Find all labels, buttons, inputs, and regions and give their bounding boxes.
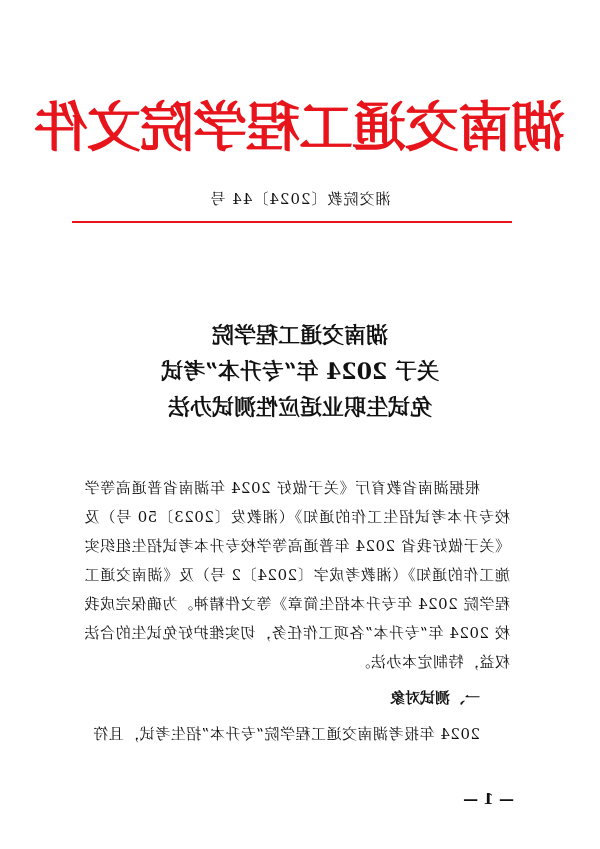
title-line-1: 湖南交通工程学院 [212, 323, 389, 349]
red-divider-line [72, 221, 512, 223]
masthead-title: 湖南交通工程学院文件 [35, 95, 565, 159]
document-title [0, 318, 600, 426]
title-line-3: 免试生职业适应性测试办法 [168, 395, 433, 421]
title-line-2: 关于 2024 年“专升本”考试 [161, 359, 439, 385]
page-number: — 1 — [463, 790, 514, 808]
document-number: 湘交院教〔2024〕44 号 [209, 190, 391, 208]
section-heading-1: 一、测试对象 [389, 689, 480, 707]
body-paragraph-1: 根据湖南省教育厅《关于做好 2024 年湖南省普通高等学校专升本考试招生工作的通知》（湘教发〔2023〕50 号）及《关于做好我省 2024 年普通高等学校专升本考试招生组织实施工作的通知》（湘教考成字〔2024〕2 号）及《湖南交通工程学院 2024 年专升本招生简章》等文件精神。为确保完成我校 2024 年“专升本”各项工作任务，切实维护好免试生的合法权益，特制定本办法。 [84, 479, 510, 671]
body-paragraph-2: 2024 年报考湖南交通工程学院“专升本”招生考试，且符 [92, 725, 480, 743]
